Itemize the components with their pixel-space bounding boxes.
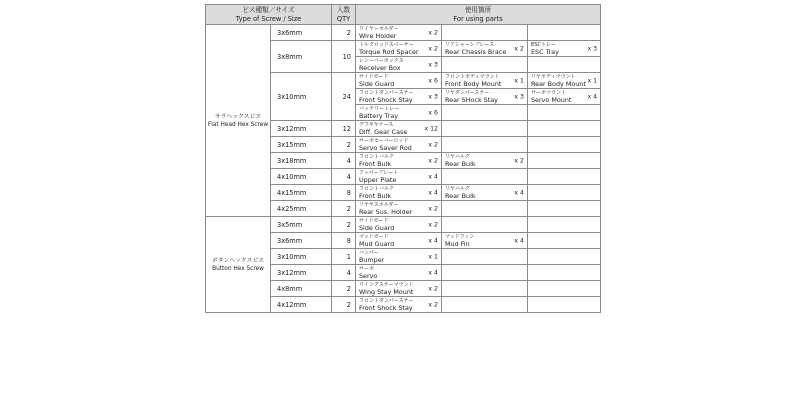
qty-cell: 2 [332, 201, 356, 217]
part-name-jp: サーボセーバーロッド [359, 137, 409, 144]
using-parts-header-en: For using parts [453, 14, 503, 23]
part-name-jp: トルクロッドスペーサー [359, 41, 414, 48]
part-cell [442, 73, 528, 89]
qty-cell: 2 [332, 217, 356, 233]
part-name-jp: ウイングステーマウント [359, 281, 414, 288]
part-cell [356, 201, 442, 217]
part-cell [442, 41, 528, 57]
part-name-en: Receiver Box [359, 63, 401, 72]
part-cell [528, 169, 601, 185]
part-cell [442, 265, 528, 281]
part-count: x 2 [428, 301, 438, 308]
part-count: x 2 [428, 45, 438, 52]
type-size-header-jp: ビス種類／サイズ [242, 6, 295, 14]
screw-type-jp: ボタンヘックスビス [211, 257, 265, 264]
part-name-jp: マッドフィン [445, 233, 475, 240]
part-cell [528, 217, 601, 233]
part-count: x 2 [428, 205, 438, 212]
part-name-en: Servo Saver Rod [359, 143, 412, 152]
qty-cell: 8 [332, 233, 356, 249]
part-name-jp: フロントバルク [359, 185, 394, 192]
qty-cell: 4 [332, 265, 356, 281]
part-count: x 3 [514, 93, 524, 100]
part-name-en: Side Guard [359, 223, 395, 232]
part-cell [356, 169, 442, 185]
qty-cell: 2 [332, 297, 356, 313]
part-name-jp: アッパープレート [359, 169, 399, 176]
part-name-jp: リヤバルク [445, 153, 470, 160]
size-cell: 3x12mm [271, 121, 332, 137]
size-cell: 3x10mm [271, 249, 332, 265]
part-name-jp: リヤダンパーステー [445, 89, 490, 96]
part-name-jp: サーボマウント [531, 89, 567, 96]
part-cell [442, 137, 528, 153]
qty-cell: 24 [332, 73, 356, 121]
part-name-jp: フロントボディマウント [445, 73, 500, 80]
size-cell: 3x5mm [271, 217, 332, 233]
part-name-en: Rear Body Mount [531, 79, 586, 88]
part-cell [528, 121, 601, 137]
screw-parts-table [205, 4, 601, 313]
part-cell [528, 297, 601, 313]
part-count: x 3 [587, 45, 598, 52]
part-count: x 4 [428, 269, 438, 276]
part-count: x 1 [587, 77, 598, 84]
part-cell [528, 137, 601, 153]
part-name-en: Side Guard [359, 79, 395, 88]
part-count: x 12 [424, 125, 438, 132]
part-name-jp: リアシャーシブレース [445, 41, 495, 48]
qty-header [332, 5, 356, 25]
part-count: x 2 [514, 157, 524, 164]
part-name-en: Upper Plate [359, 175, 397, 184]
part-cell [442, 169, 528, 185]
size-cell: 4x10mm [271, 169, 332, 185]
part-cell [442, 217, 528, 233]
size-cell: 3x18mm [271, 153, 332, 169]
part-name-en: Rear Bulk [445, 191, 476, 200]
part-count: x 1 [514, 77, 524, 84]
part-count: x 2 [428, 141, 438, 148]
part-count: x 2 [428, 285, 438, 292]
part-name-jp: フロントダンパーステー [359, 89, 414, 96]
part-cell [442, 153, 528, 169]
table-body [206, 25, 601, 313]
size-cell: 4x12mm [271, 297, 332, 313]
part-cell [442, 105, 528, 121]
part-count: x 4 [514, 237, 524, 244]
part-cell [356, 281, 442, 297]
part-cell [528, 249, 601, 265]
part-cell [528, 201, 601, 217]
screw-type-cell [206, 217, 271, 313]
size-cell: 3x15mm [271, 137, 332, 153]
part-name-en: Front Bulk [359, 191, 392, 200]
screw-type-jp: サラヘックスビス [214, 113, 262, 120]
part-cell [356, 57, 442, 73]
size-cell: 3x12mm [271, 265, 332, 281]
part-count: x 4 [587, 93, 598, 100]
qty-cell: 4 [332, 169, 356, 185]
qty-cell: 2 [332, 281, 356, 297]
part-name-en: Front Body Mount [445, 79, 502, 88]
qty-cell: 8 [332, 185, 356, 201]
part-cell [528, 233, 601, 249]
table-row [206, 217, 601, 233]
part-count: x 6 [428, 109, 438, 116]
part-cell [356, 153, 442, 169]
part-count: x 3 [428, 93, 438, 100]
part-name-jp: ワイヤーホルダー [359, 25, 399, 32]
size-cell: 3x6mm [271, 233, 332, 249]
part-cell [528, 25, 601, 41]
screw-type-en: Flat Head Hex Screw [207, 121, 269, 128]
part-cell [442, 233, 528, 249]
size-cell: 4x15mm [271, 185, 332, 201]
size-cell: 3x6mm [271, 25, 332, 41]
part-count: x 4 [428, 173, 438, 180]
part-cell [356, 185, 442, 201]
part-name-en: ESC Tray [531, 47, 559, 56]
size-cell: 3x10mm [271, 73, 332, 121]
part-cell [356, 137, 442, 153]
part-cell [442, 89, 528, 105]
part-name-en: Servo Mount [531, 95, 572, 104]
part-cell [442, 25, 528, 41]
type-size-header [206, 5, 332, 25]
qty-cell: 10 [332, 41, 356, 73]
part-name-en: Battery Tray [359, 111, 398, 120]
part-count: x 3 [428, 61, 438, 68]
part-cell [356, 217, 442, 233]
screw-type-cell [206, 25, 271, 217]
part-count: x 4 [428, 237, 438, 244]
part-name-en: Torque Rod Spacer [359, 47, 419, 56]
part-count: x 4 [428, 189, 438, 196]
part-name-jp: サーボ [359, 265, 375, 272]
using-parts-header-jp: 使用箇所 [464, 6, 492, 14]
part-cell [528, 153, 601, 169]
part-name-en: Rear Chassis Brace [445, 47, 507, 56]
part-cell [528, 57, 601, 73]
part-cell [528, 105, 601, 121]
part-count: x 2 [428, 157, 438, 164]
part-cell [356, 41, 442, 57]
part-name-en: Mud Fin [445, 239, 470, 248]
part-name-jp: マッドガード [359, 233, 389, 240]
part-name-jp: サイドガード [359, 217, 389, 224]
table-row [206, 25, 601, 41]
part-name-en: Bumper [359, 255, 385, 264]
part-name-jp: ESCトレー [531, 41, 556, 48]
screw-type-en: Button Hex Screw [212, 265, 264, 272]
part-cell [528, 265, 601, 281]
part-cell [356, 121, 442, 137]
part-cell [528, 185, 601, 201]
part-name-jp: リヤボディマウント [531, 73, 576, 80]
part-name-jp: リヤサスホルダー [359, 201, 399, 208]
size-cell: 4x8mm [271, 281, 332, 297]
qty-header-jp: 入数 [336, 6, 351, 14]
part-name-jp: デフギヤケース [359, 121, 394, 128]
part-name-en: Wire Holder [359, 31, 397, 40]
part-name-en: Rear Sus. Holder [359, 207, 413, 216]
part-name-en: Mud Guard [359, 239, 395, 248]
part-cell [442, 297, 528, 313]
part-cell [528, 89, 601, 105]
part-cell [356, 89, 442, 105]
part-name-en: Rear Bulk [445, 159, 476, 168]
header-row [206, 5, 601, 25]
part-name-jp: リヤバルク [445, 185, 470, 192]
type-size-header-en: Type of Screw / Size [235, 14, 302, 23]
part-cell [442, 121, 528, 137]
part-cell [356, 265, 442, 281]
part-cell [356, 297, 442, 313]
size-cell: 3x8mm [271, 41, 332, 73]
part-cell [356, 25, 442, 41]
size-cell: 4x25mm [271, 201, 332, 217]
part-cell [442, 185, 528, 201]
part-count: x 2 [514, 45, 524, 52]
part-count: x 4 [514, 189, 524, 196]
part-cell [442, 281, 528, 297]
part-cell [356, 233, 442, 249]
part-cell [528, 73, 601, 89]
part-name-jp: レシーバーボックス [359, 57, 404, 64]
qty-cell: 2 [332, 25, 356, 41]
part-count: x 2 [428, 29, 438, 36]
part-cell [356, 105, 442, 121]
qty-cell: 12 [332, 121, 356, 137]
part-name-en: Front Shock Stay [359, 303, 413, 312]
part-name-en: Front Shock Stay [359, 95, 413, 104]
part-cell [356, 249, 442, 265]
using-parts-header [356, 5, 601, 25]
qty-header-en: QTY [336, 14, 351, 23]
part-cell [528, 281, 601, 297]
part-cell [356, 73, 442, 89]
part-count: x 6 [428, 77, 438, 84]
part-name-en: Diff. Gear Case [359, 127, 408, 136]
part-count: x 1 [428, 253, 438, 260]
qty-cell: 2 [332, 137, 356, 153]
part-name-en: Front Bulk [359, 159, 392, 168]
part-count: x 2 [428, 221, 438, 228]
part-cell [442, 57, 528, 73]
part-name-en: Servo [359, 271, 378, 280]
part-name-en: Rear SHock Stay [445, 95, 498, 104]
part-cell [528, 41, 601, 57]
part-cell [442, 201, 528, 217]
part-name-jp: バッテリートレー [359, 105, 400, 112]
qty-cell: 4 [332, 153, 356, 169]
part-cell [442, 249, 528, 265]
part-name-jp: フロントバルク [359, 153, 394, 160]
qty-cell: 1 [332, 249, 356, 265]
part-name-jp: バンパー [359, 249, 379, 256]
part-name-jp: サイドガード [359, 73, 389, 80]
part-name-en: Wing Stay Mount [359, 287, 414, 296]
part-name-jp: フロントダンパーステー [359, 297, 414, 304]
